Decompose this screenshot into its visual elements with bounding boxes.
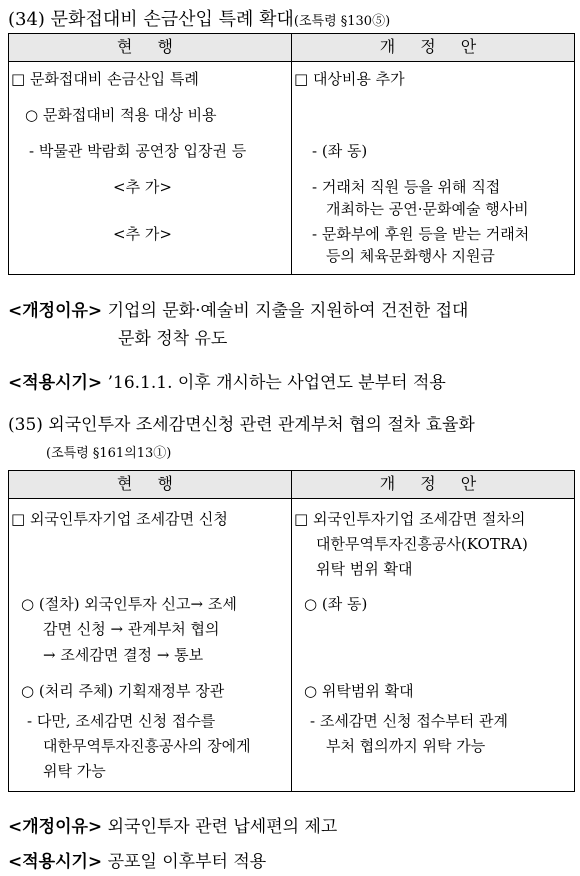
reason-text: 기업의 문화·예술비 지출을 지원하여 건전한 접대: [107, 301, 469, 321]
section-35-heading: (35) 외국인투자 조세감면신청 관련 관계부처 협의 절차 효율화: [8, 415, 475, 435]
revised-line: - (좌 동): [312, 142, 368, 160]
revised-line: - 문화부에 후원 등을 받는 거래처: [312, 225, 530, 243]
section-34-reason-cont: 문화 정착 유도: [118, 329, 228, 349]
section-34-table: [8, 33, 575, 275]
current-line: □ 문화접대비 손금산입 특례: [11, 70, 199, 88]
current-cell: [9, 499, 292, 792]
section-34-heading: (34) 문화접대비 손금산입 특례 확대: [8, 9, 294, 30]
current-line: □ 외국인투자기업 조세감면 신청: [11, 510, 228, 528]
revised-cell: [292, 62, 575, 275]
reason-label: <개정이유>: [8, 301, 103, 321]
current-line: <추 가>: [113, 178, 172, 196]
effective-label: <적용시기>: [8, 852, 103, 872]
current-line: 대한무역투자진흥공사의 장에게: [43, 737, 251, 755]
effective-text: 공포일 이후부터 적용: [107, 852, 267, 872]
revised-line: 등의 체육문화행사 지원금: [326, 247, 495, 265]
column-header-current: 현 행: [9, 34, 292, 62]
current-line: 위탁 가능: [43, 762, 106, 780]
revised-line: □ 외국인투자기업 조세감면 절차의: [294, 510, 526, 528]
current-line: ○ 문화접대비 적용 대상 비용: [25, 106, 217, 124]
section-34-reason: [8, 296, 468, 321]
reason-label: <개정이유>: [8, 817, 103, 837]
revised-line: ○ (좌 동): [304, 595, 368, 613]
revised-line: 위탁 범위 확대: [316, 560, 413, 578]
reason-text: 외국인투자 관련 납세편의 제고: [107, 817, 338, 837]
revised-line: 대한무역투자진흥공사(KOTRA): [316, 535, 528, 553]
revised-line: 부처 협의까지 위탁 가능: [326, 737, 486, 755]
column-header-revised: 개 정 안: [292, 471, 575, 499]
section-34-reference: (조특령 §130⑤): [293, 14, 391, 29]
section-34-title: [8, 5, 390, 31]
revised-line: □ 대상비용 추가: [294, 70, 405, 88]
revised-cell: [292, 499, 575, 792]
revised-line: - 조세감면 신청 접수부터 관계: [310, 712, 509, 730]
effective-text: ’16.1.1. 이후 개시하는 사업연도 분부터 적용: [107, 373, 446, 393]
current-line: → 조세감면 결정 → 통보: [43, 646, 204, 664]
revised-line: ○ 위탁범위 확대: [304, 682, 414, 700]
revised-line: 개최하는 공연·문화예술 행사비: [326, 200, 529, 218]
column-header-current: 현 행: [9, 471, 292, 499]
current-line: ○ (절차) 외국인투자 신고→ 조세: [21, 595, 237, 613]
current-line: <추 가>: [113, 225, 172, 243]
section-35-table: [8, 470, 575, 792]
effective-label: <적용시기>: [8, 373, 103, 393]
column-header-revised: 개 정 안: [292, 34, 575, 62]
section-34-effective: [8, 368, 446, 393]
current-line: - 다만, 조세감면 신청 접수를: [27, 712, 216, 730]
section-35-reference: (조특령 §161의13①): [46, 446, 172, 461]
section-35-effective: [8, 847, 266, 872]
current-line: ○ (처리 주체) 기획재정부 장관: [21, 682, 225, 700]
current-line: - 박물관 박람회 공연장 입장권 등: [29, 142, 247, 160]
current-line: 감면 신청 → 관계부처 협의: [43, 620, 220, 638]
section-35-reason: [8, 812, 337, 837]
current-cell: [9, 62, 292, 275]
revised-line: - 거래처 직원 등을 위해 직접: [312, 178, 501, 196]
